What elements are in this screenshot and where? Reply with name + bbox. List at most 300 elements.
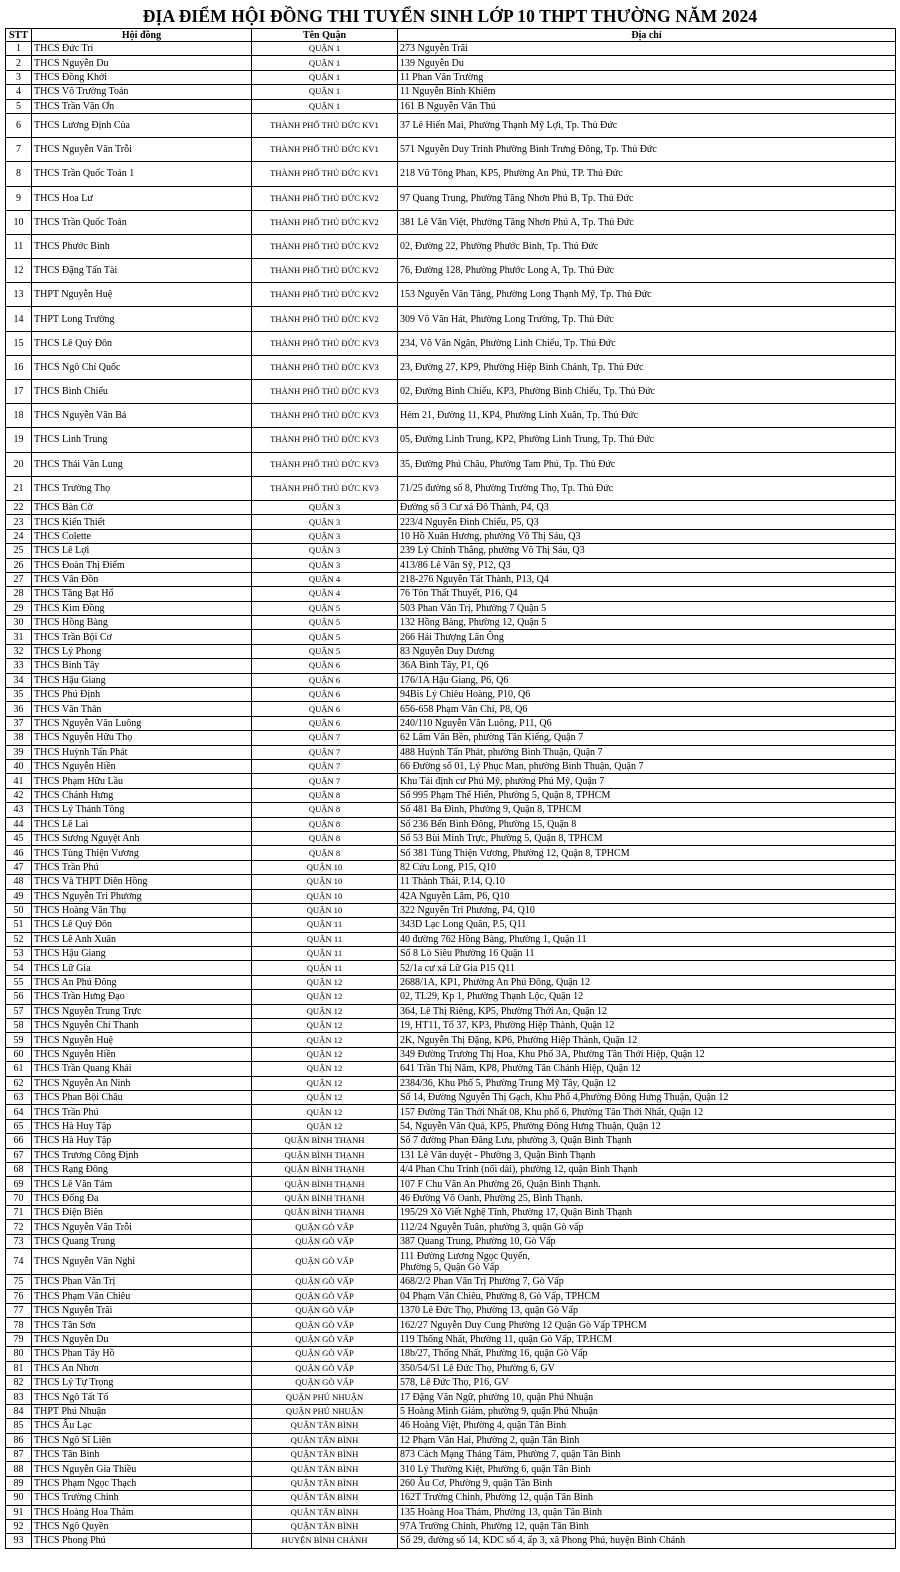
row-stt: 23 [6, 515, 32, 529]
row-ten-quan: THÀNH PHỐ THỦ ĐỨC KV2 [252, 259, 398, 283]
row-ten-quan: QUẬN 7 [252, 759, 398, 773]
row-ten-quan: QUẬN 4 [252, 587, 398, 601]
row-dia-chi: 5 Hoàng Minh Giám, phường 9, quận Phú Nhuận [398, 1404, 896, 1418]
row-stt: 32 [6, 644, 32, 658]
row-dia-chi: 656-658 Phạm Văn Chí, P8, Q6 [398, 702, 896, 716]
row-hoi-dong: THCS Trần Phú [32, 860, 252, 874]
row-ten-quan: QUẬN GÒ VẤP [252, 1361, 398, 1375]
row-dia-chi: 240/110 Nguyễn Văn Luông, P11, Q6 [398, 716, 896, 730]
row-ten-quan: QUẬN TÂN BÌNH [252, 1433, 398, 1447]
row-hoi-dong: THCS Lý Phong [32, 644, 252, 658]
row-hoi-dong: THCS Phan Văn Trị [32, 1275, 252, 1289]
row-dia-chi: 2688/1A, KP1, Phường An Phú Đông, Quận 12 [398, 975, 896, 989]
row-hoi-dong: THCS Lương Định Của [32, 113, 252, 137]
table-row [6, 601, 896, 615]
row-ten-quan: QUẬN 3 [252, 529, 398, 543]
row-hoi-dong: THCS Lê Lai [32, 817, 252, 831]
row-ten-quan: THÀNH PHỐ THỦ ĐỨC KV2 [252, 307, 398, 331]
row-stt: 36 [6, 702, 32, 716]
row-stt: 4 [6, 85, 32, 99]
row-stt: 62 [6, 1076, 32, 1090]
row-dia-chi: 112/24 Nguyễn Tuân, phường 3, quận Gò vấp [398, 1220, 896, 1234]
row-stt: 26 [6, 558, 32, 572]
row-hoi-dong: THCS Chánh Hưng [32, 788, 252, 802]
row-hoi-dong: THCS Nguyễn Văn Nghi [32, 1249, 252, 1275]
row-ten-quan: QUẬN 12 [252, 1004, 398, 1018]
table-row [6, 875, 896, 889]
table-row [6, 355, 896, 379]
row-hoi-dong: THCS Hoàng Hoa Thám [32, 1505, 252, 1519]
row-stt: 55 [6, 975, 32, 989]
table-row [6, 113, 896, 137]
row-dia-chi: 139 Nguyễn Du [398, 56, 896, 70]
row-dia-chi: 119 Thống Nhất, Phường 11, quận Gò Vấp, TP.HCM [398, 1332, 896, 1346]
row-hoi-dong: THCS Nguyễn Hiền [32, 1047, 252, 1061]
row-stt: 48 [6, 875, 32, 889]
row-ten-quan: THÀNH PHỐ THỦ ĐỨC KV3 [252, 452, 398, 476]
header-hoi-dong: Hội đồng [32, 29, 252, 42]
row-hoi-dong: THCS An Nhơn [32, 1361, 252, 1375]
row-ten-quan: QUẬN GÒ VẤP [252, 1220, 398, 1234]
row-dia-chi: 413/86 Lê Văn Sỹ, P12, Q3 [398, 558, 896, 572]
row-hoi-dong: THCS Nguyễn Tri Phương [32, 889, 252, 903]
row-hoi-dong: THCS Bàn Cờ [32, 500, 252, 514]
row-stt: 83 [6, 1390, 32, 1404]
row-stt: 67 [6, 1148, 32, 1162]
row-stt: 82 [6, 1376, 32, 1390]
row-dia-chi: 62 Lâm Văn Bền, phường Tân Kiểng, Quận 7 [398, 731, 896, 745]
row-dia-chi: 322 Nguyễn Tri Phương, P4, Q10 [398, 903, 896, 917]
row-stt: 42 [6, 788, 32, 802]
row-dia-chi: Hẻm 21, Đường 11, KP4, Phường Linh Xuân, Tp. Thủ Đức [398, 404, 896, 428]
row-ten-quan: QUẬN 12 [252, 975, 398, 989]
row-hoi-dong: THCS Ngô Chí Quốc [32, 355, 252, 379]
row-hoi-dong: THCS Lữ Gia [32, 961, 252, 975]
table-row [6, 1148, 896, 1162]
row-hoi-dong: THCS Hoàng Văn Thụ [32, 903, 252, 917]
table-row [6, 452, 896, 476]
row-hoi-dong: THCS Kim Đồng [32, 601, 252, 615]
row-dia-chi: 11 Thành Thái, P.14, Q.10 [398, 875, 896, 889]
row-stt: 15 [6, 331, 32, 355]
row-stt: 39 [6, 745, 32, 759]
row-stt: 72 [6, 1220, 32, 1234]
row-hoi-dong: THCS Nguyễn Văn Bá [32, 404, 252, 428]
table-row [6, 1519, 896, 1533]
table-row [6, 817, 896, 831]
row-ten-quan: QUẬN BÌNH THẠNH [252, 1134, 398, 1148]
table-row [6, 731, 896, 745]
row-stt: 86 [6, 1433, 32, 1447]
row-hoi-dong: THCS Đặng Tấn Tài [32, 259, 252, 283]
table-row [6, 803, 896, 817]
row-hoi-dong: THCS Bình Tây [32, 659, 252, 673]
row-hoi-dong: THCS Đoàn Thị Điểm [32, 558, 252, 572]
row-hoi-dong: THCS Và THPT Diên Hồng [32, 875, 252, 889]
row-hoi-dong: THCS Phan Bội Châu [32, 1090, 252, 1104]
table-row [6, 1404, 896, 1418]
row-dia-chi: 387 Quang Trung, Phường 10, Gò Vấp [398, 1234, 896, 1248]
table-row [6, 889, 896, 903]
row-dia-chi: 35, Đường Phú Châu, Phường Tam Phú, Tp. Thủ Đức [398, 452, 896, 476]
row-stt: 90 [6, 1491, 32, 1505]
table-row [6, 990, 896, 1004]
row-dia-chi: 97 Quang Trung, Phường Tăng Nhơn Phú B, Tp. Thủ Đức [398, 186, 896, 210]
table-row [6, 1275, 896, 1289]
row-stt: 63 [6, 1090, 32, 1104]
table-row [6, 1347, 896, 1361]
row-dia-chi: 223/4 Nguyễn Đình Chiểu, P5, Q3 [398, 515, 896, 529]
table-row [6, 659, 896, 673]
row-stt: 60 [6, 1047, 32, 1061]
row-hoi-dong: THCS Bình Chiểu [32, 380, 252, 404]
row-dia-chi: 02, Đường Bình Chiểu, KP3, Phường Bình Chiểu, Tp. Thủ Đức [398, 380, 896, 404]
row-dia-chi: Số 29, đường số 14, KDC số 4, ấp 3, xã Phong Phú, huyện Bình Chánh [398, 1534, 896, 1548]
row-ten-quan: QUẬN 12 [252, 1033, 398, 1047]
row-ten-quan: QUẬN GÒ VẤP [252, 1249, 398, 1275]
row-hoi-dong: THCS Nguyễn Du [32, 1332, 252, 1346]
row-ten-quan: QUẬN 12 [252, 990, 398, 1004]
table-row [6, 975, 896, 989]
row-hoi-dong: THCS Tân Sơn [32, 1318, 252, 1332]
row-dia-chi: 37 Lê Hiến Mai, Phường Thạnh Mỹ Lợi, Tp. Thủ Đức [398, 113, 896, 137]
row-ten-quan: THÀNH PHỐ THỦ ĐỨC KV1 [252, 138, 398, 162]
row-dia-chi: 11 Nguyễn Bỉnh Khiêm [398, 85, 896, 99]
row-ten-quan: QUẬN 1 [252, 42, 398, 56]
row-stt: 93 [6, 1534, 32, 1548]
table-row [6, 1047, 896, 1061]
row-hoi-dong: THCS Nguyễn Trãi [32, 1304, 252, 1318]
table-row [6, 544, 896, 558]
row-ten-quan: QUẬN 11 [252, 947, 398, 961]
row-hoi-dong: THCS Nguyễn Hữu Thọ [32, 731, 252, 745]
table-row [6, 186, 896, 210]
row-ten-quan: QUẬN TÂN BÌNH [252, 1462, 398, 1476]
row-stt: 50 [6, 903, 32, 917]
row-dia-chi: 162T Trường Chinh, Phường 12, quận Tân Bình [398, 1491, 896, 1505]
row-stt: 41 [6, 774, 32, 788]
row-stt: 33 [6, 659, 32, 673]
row-hoi-dong: THCS Võ Trường Toản [32, 85, 252, 99]
row-stt: 92 [6, 1519, 32, 1533]
table-body [6, 42, 896, 1549]
row-ten-quan: QUẬN BÌNH THẠNH [252, 1148, 398, 1162]
table-row [6, 283, 896, 307]
row-hoi-dong: THCS Hậu Giang [32, 673, 252, 687]
row-ten-quan: QUẬN 7 [252, 774, 398, 788]
row-hoi-dong: THCS Trần Hưng Đạo [32, 990, 252, 1004]
row-dia-chi: 18b/27, Thống Nhất, Phường 16, quận Gò Vấp [398, 1347, 896, 1361]
row-ten-quan: QUẬN 12 [252, 1119, 398, 1133]
table-row [6, 85, 896, 99]
row-stt: 30 [6, 616, 32, 630]
row-ten-quan: THÀNH PHỐ THỦ ĐỨC KV3 [252, 428, 398, 452]
row-ten-quan: QUẬN BÌNH THẠNH [252, 1177, 398, 1191]
row-hoi-dong: THCS Thái Văn Lung [32, 452, 252, 476]
row-hoi-dong: THCS An Phú Đông [32, 975, 252, 989]
row-stt: 11 [6, 234, 32, 258]
row-ten-quan: QUẬN PHÚ NHUẬN [252, 1390, 398, 1404]
row-hoi-dong: THCS Linh Trung [32, 428, 252, 452]
table-row [6, 1105, 896, 1119]
row-hoi-dong: THCS Âu Lạc [32, 1419, 252, 1433]
header-ten-quan: Tên Quận [252, 29, 398, 42]
row-dia-chi: 343D Lạc Long Quân, P.5, Q11 [398, 918, 896, 932]
row-hoi-dong: THCS Vân Đồn [32, 572, 252, 586]
table-row [6, 1433, 896, 1447]
row-stt: 84 [6, 1404, 32, 1418]
row-stt: 70 [6, 1191, 32, 1205]
row-ten-quan: QUẬN 10 [252, 875, 398, 889]
row-hoi-dong: THCS Sương Nguyệt Anh [32, 831, 252, 845]
row-hoi-dong: THCS Trần Phú [32, 1105, 252, 1119]
row-stt: 17 [6, 380, 32, 404]
row-dia-chi: 131 Lê Văn duyệt - Phường 3, Quận Bình Thạnh [398, 1148, 896, 1162]
row-hoi-dong: THCS Lê Lợi [32, 544, 252, 558]
row-ten-quan: THÀNH PHỐ THỦ ĐỨC KV1 [252, 113, 398, 137]
row-ten-quan: QUẬN BÌNH THẠNH [252, 1162, 398, 1176]
row-stt: 1 [6, 42, 32, 56]
row-ten-quan: QUẬN 7 [252, 731, 398, 745]
row-stt: 34 [6, 673, 32, 687]
row-stt: 5 [6, 99, 32, 113]
row-stt: 56 [6, 990, 32, 1004]
table-row [6, 1361, 896, 1375]
row-dia-chi: 17 Đặng Văn Ngữ, phường 10, quận Phú Nhuận [398, 1390, 896, 1404]
table-row [6, 1318, 896, 1332]
row-dia-chi: 195/29 Xô Viết Nghệ Tĩnh, Phường 17, Quận Bình Thạnh [398, 1206, 896, 1220]
row-dia-chi: 36A Bình Tây, P1, Q6 [398, 659, 896, 673]
row-dia-chi: 381 Lê Văn Việt, Phường Tăng Nhơn Phú A, Tp. Thủ Đức [398, 210, 896, 234]
row-dia-chi: 52/1a cư xá Lữ Gia P15 Q11 [398, 961, 896, 975]
table-row [6, 259, 896, 283]
row-hoi-dong: THCS Phạm Văn Chiêu [32, 1289, 252, 1303]
table-row [6, 1491, 896, 1505]
row-dia-chi: Số 236 Bến Bình Đông, Phường 15, Quận 8 [398, 817, 896, 831]
row-dia-chi: 83 Nguyễn Duy Dương [398, 644, 896, 658]
row-dia-chi: 71/25 đường số 8, Phường Trường Thọ, Tp. Thủ Đức [398, 476, 896, 500]
row-ten-quan: QUẬN 8 [252, 803, 398, 817]
row-dia-chi: Số 481 Ba Đình, Phường 9, Quận 8, TPHCM [398, 803, 896, 817]
row-hoi-dong: THCS Lê Anh Xuân [32, 932, 252, 946]
row-stt: 25 [6, 544, 32, 558]
table-row [6, 1289, 896, 1303]
row-hoi-dong: THPT Long Trường [32, 307, 252, 331]
row-ten-quan: QUẬN 11 [252, 918, 398, 932]
row-stt: 38 [6, 731, 32, 745]
table-row [6, 947, 896, 961]
header-stt: STT [6, 29, 32, 42]
table-row [6, 162, 896, 186]
row-ten-quan: QUẬN 5 [252, 616, 398, 630]
row-ten-quan: QUẬN 3 [252, 544, 398, 558]
row-dia-chi: 42A Nguyễn Lâm, P6, Q10 [398, 889, 896, 903]
row-hoi-dong: THCS Phan Tây Hồ [32, 1347, 252, 1361]
row-hoi-dong: THPT Phú Nhuận [32, 1404, 252, 1418]
row-hoi-dong: THCS Trần Quang Khải [32, 1062, 252, 1076]
row-hoi-dong: THCS Nguyễn Hiền [32, 759, 252, 773]
row-stt: 73 [6, 1234, 32, 1248]
row-stt: 54 [6, 961, 32, 975]
row-ten-quan: THÀNH PHỐ THỦ ĐỨC KV3 [252, 355, 398, 379]
row-stt: 79 [6, 1332, 32, 1346]
row-stt: 64 [6, 1105, 32, 1119]
row-stt: 91 [6, 1505, 32, 1519]
row-dia-chi: 94Bis Lý Chiêu Hoàng, P10, Q6 [398, 688, 896, 702]
table-row [6, 1234, 896, 1248]
header-dia-chi: Địa chỉ [398, 29, 896, 42]
row-stt: 69 [6, 1177, 32, 1191]
row-ten-quan: QUẬN 6 [252, 688, 398, 702]
row-ten-quan: QUẬN 12 [252, 1047, 398, 1061]
row-dia-chi: 176/1A Hậu Giang, P6, Q6 [398, 673, 896, 687]
table-row [6, 234, 896, 258]
row-stt: 31 [6, 630, 32, 644]
row-hoi-dong: THCS Nguyễn Gia Thiều [32, 1462, 252, 1476]
table-row [6, 616, 896, 630]
row-dia-chi: 40 đường 762 Hồng Bàng, Phường 1, Quận 11 [398, 932, 896, 946]
row-ten-quan: QUẬN 1 [252, 99, 398, 113]
row-hoi-dong: THCS Hậu Giang [32, 947, 252, 961]
table-row [6, 1376, 896, 1390]
row-ten-quan: QUẬN 3 [252, 558, 398, 572]
row-ten-quan: THÀNH PHỐ THỦ ĐỨC KV3 [252, 476, 398, 500]
row-stt: 43 [6, 803, 32, 817]
table-row [6, 587, 896, 601]
row-dia-chi: 02, TL29, Kp 1, Phường Thạnh Lộc, Quận 12 [398, 990, 896, 1004]
row-dia-chi: 05, Đường Linh Trung, KP2, Phường Linh Trung, Tp. Thủ Đức [398, 428, 896, 452]
row-hoi-dong: THCS Nguyễn An Ninh [32, 1076, 252, 1090]
row-stt: 16 [6, 355, 32, 379]
row-dia-chi: 364, Lê Thị Riêng, KP5, Phường Thới An, Quận 12 [398, 1004, 896, 1018]
row-hoi-dong: THCS Kiến Thiết [32, 515, 252, 529]
row-ten-quan: QUẬN 10 [252, 860, 398, 874]
table-row [6, 500, 896, 514]
table-row [6, 572, 896, 586]
table-row [6, 1476, 896, 1490]
table-row [6, 307, 896, 331]
row-dia-chi: Số 381 Tùng Thiện Vương, Phường 12, Quận 8, TPHCM [398, 846, 896, 860]
row-ten-quan: QUẬN 5 [252, 630, 398, 644]
row-dia-chi: 218-276 Nguyễn Tất Thành, P13, Q4 [398, 572, 896, 586]
row-ten-quan: QUẬN TÂN BÌNH [252, 1419, 398, 1433]
row-stt: 35 [6, 688, 32, 702]
row-stt: 85 [6, 1419, 32, 1433]
row-stt: 44 [6, 817, 32, 831]
row-hoi-dong: THCS Huỳnh Tấn Phát [32, 745, 252, 759]
table-row [6, 932, 896, 946]
table-row [6, 1332, 896, 1346]
row-ten-quan: QUẬN GÒ VẤP [252, 1234, 398, 1248]
row-dia-chi: 488 Huỳnh Tấn Phát, phường Bình Thuận, Quận 7 [398, 745, 896, 759]
row-stt: 74 [6, 1249, 32, 1275]
row-hoi-dong: THCS Văn Thân [32, 702, 252, 716]
row-ten-quan: QUẬN 5 [252, 601, 398, 615]
row-ten-quan: QUẬN 11 [252, 961, 398, 975]
table-row [6, 673, 896, 687]
table-row [6, 702, 896, 716]
row-ten-quan: QUẬN GÒ VẤP [252, 1289, 398, 1303]
row-stt: 20 [6, 452, 32, 476]
table-row [6, 428, 896, 452]
row-dia-chi: 23, Đường 27, KP9, Phường Hiệp Bình Chánh, Tp. Thủ Đức [398, 355, 896, 379]
row-hoi-dong: THCS Lý Tự Trọng [32, 1376, 252, 1390]
row-ten-quan: QUẬN 6 [252, 659, 398, 673]
row-stt: 6 [6, 113, 32, 137]
row-dia-chi: 349 Đường Trương Thị Hoa, Khu Phố 3A, Phường Tân Thới Hiệp, Quận 12 [398, 1047, 896, 1061]
row-dia-chi: 162/27 Nguyễn Duy Cung Phường 12 Quận Gò Vấp TPHCM [398, 1318, 896, 1332]
table-row [6, 745, 896, 759]
table-row [6, 1206, 896, 1220]
row-stt: 61 [6, 1062, 32, 1076]
row-hoi-dong: THCS Phạm Hữu Lầu [32, 774, 252, 788]
row-dia-chi: 266 Hải Thượng Lãn Ông [398, 630, 896, 644]
row-ten-quan: QUẬN 4 [252, 572, 398, 586]
table-row [6, 331, 896, 355]
table-row [6, 1462, 896, 1476]
row-stt: 37 [6, 716, 32, 730]
row-dia-chi: 310 Lý Thường Kiệt, Phường 6, quận Tân Bình [398, 1462, 896, 1476]
row-stt: 8 [6, 162, 32, 186]
table-row [6, 1019, 896, 1033]
row-stt: 58 [6, 1019, 32, 1033]
row-dia-chi: 107 F Chu Văn An Phường 26, Quận Bình Thạnh. [398, 1177, 896, 1191]
row-dia-chi: 82 Cửu Long, P15, Q10 [398, 860, 896, 874]
row-ten-quan: QUẬN 3 [252, 500, 398, 514]
row-ten-quan: QUẬN 11 [252, 932, 398, 946]
row-stt: 78 [6, 1318, 32, 1332]
row-hoi-dong: THCS Hồng Bàng [32, 616, 252, 630]
row-ten-quan: HUYỆN BÌNH CHÁNH [252, 1534, 398, 1548]
row-ten-quan: QUẬN TÂN BÌNH [252, 1491, 398, 1505]
row-ten-quan: QUẬN 12 [252, 1090, 398, 1104]
row-stt: 10 [6, 210, 32, 234]
row-hoi-dong: THCS Phong Phú [32, 1534, 252, 1548]
row-ten-quan: QUẬN TÂN BÌNH [252, 1519, 398, 1533]
row-dia-chi: 468/2/2 Phan Văn Trị Phường 7, Gò Vấp [398, 1275, 896, 1289]
row-dia-chi: 153 Nguyễn Văn Tăng, Phường Long Thạnh Mỹ, Tp. Thủ Đức [398, 283, 896, 307]
row-dia-chi: 578, Lê Đức Thọ, P16, GV [398, 1376, 896, 1390]
row-dia-chi: Đường số 3 Cư xá Đô Thành, P4, Q3 [398, 500, 896, 514]
row-hoi-dong: THCS Đồng Khởi [32, 70, 252, 84]
table-row [6, 99, 896, 113]
row-hoi-dong: THCS Rạng Đông [32, 1162, 252, 1176]
row-ten-quan: THÀNH PHỐ THỦ ĐỨC KV2 [252, 283, 398, 307]
row-dia-chi: 260 Âu Cơ, Phường 9, quận Tân Bình [398, 1476, 896, 1490]
row-dia-chi: 46 Hoàng Việt, Phường 4, quận Tân Bình [398, 1419, 896, 1433]
row-ten-quan: QUẬN 5 [252, 644, 398, 658]
table-row [6, 138, 896, 162]
table-row [6, 1304, 896, 1318]
row-ten-quan: QUẬN 1 [252, 56, 398, 70]
row-hoi-dong: THCS Ngô Sĩ Liên [32, 1433, 252, 1447]
row-dia-chi: 1370 Lê Đức Thọ, Phường 13, quận Gò Vấp [398, 1304, 896, 1318]
row-hoi-dong: THCS Tùng Thiện Vương [32, 846, 252, 860]
row-stt: 19 [6, 428, 32, 452]
row-ten-quan: QUẬN 8 [252, 817, 398, 831]
row-hoi-dong: THCS Đức Trí [32, 42, 252, 56]
row-hoi-dong: THCS Trần Quốc Toản 1 [32, 162, 252, 186]
row-ten-quan: QUẬN 3 [252, 515, 398, 529]
row-stt: 40 [6, 759, 32, 773]
row-stt: 87 [6, 1447, 32, 1461]
row-ten-quan: QUẬN TÂN BÌNH [252, 1476, 398, 1490]
row-stt: 65 [6, 1119, 32, 1133]
row-stt: 77 [6, 1304, 32, 1318]
row-ten-quan: THÀNH PHỐ THỦ ĐỨC KV3 [252, 404, 398, 428]
row-dia-chi: Số 995 Phạm Thế Hiển, Phường 5, Quận 8, TPHCM [398, 788, 896, 802]
row-stt: 24 [6, 529, 32, 543]
